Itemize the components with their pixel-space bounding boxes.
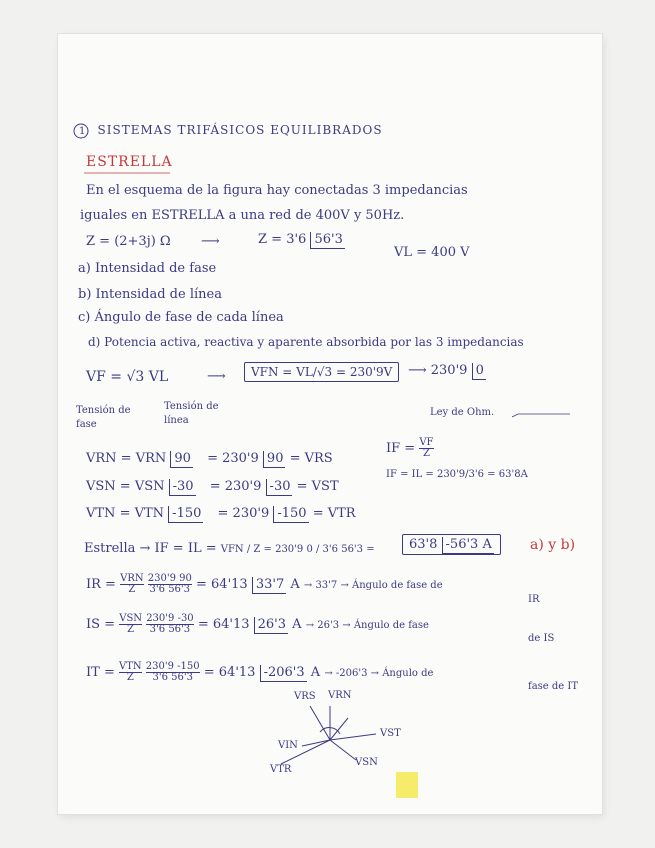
current-angle: 26'3 xyxy=(254,617,288,634)
ohm-result: IF = IL = 230'9/3'6 = 63'8A xyxy=(386,469,528,480)
phase-voltage-rhs: = VST xyxy=(296,479,339,494)
phase-voltage-angle: -150 xyxy=(273,506,308,523)
current-den: Z xyxy=(126,672,134,683)
question-d: d) Potencia activa, reactiva y aparente absorbida por las 3 impedancias xyxy=(88,335,524,349)
phasor-diagram xyxy=(281,706,376,764)
phase-voltage-mid: = 230'9 xyxy=(209,479,262,494)
label-ley-ohm: Ley de Ohm. xyxy=(430,407,495,418)
current-note: → -206'3 → Ángulo de xyxy=(324,668,434,679)
impedance-polar xyxy=(258,233,345,246)
phase-voltage-row xyxy=(86,480,339,493)
phase-voltage-lhs: VSN = VSN xyxy=(86,479,165,494)
vf-equation-lhs: VF = √3 VL xyxy=(86,369,169,385)
current-note-2: fase de IT xyxy=(528,681,579,692)
phase-voltage-rhs: = VRS xyxy=(289,451,333,466)
ohm-arrow-line xyxy=(512,414,570,417)
ohm-lhs: IF = xyxy=(386,441,416,456)
question-b: b) Intensidad de línea xyxy=(78,287,222,302)
current-num2: 230'9 90 xyxy=(147,573,192,584)
current-unit: A xyxy=(310,665,321,680)
current-num2: 230'9 -30 xyxy=(146,613,194,624)
current-row xyxy=(86,614,429,635)
impedance-rect: Z = (2+3j) Ω xyxy=(86,234,171,249)
estrella-lhs: Estrella → IF = IL = xyxy=(84,541,217,556)
current-note: → 26'3 → Ángulo de fase xyxy=(305,620,429,631)
ohm-law xyxy=(386,438,434,459)
current-note-2: IR xyxy=(528,594,540,605)
statement-line-1: En el esquema de la figura hay conectadas 3 impedancias xyxy=(86,183,468,198)
ohm-den: Z xyxy=(422,448,430,459)
phase-voltage-angle: -150 xyxy=(168,506,203,523)
label-tension-fase: Tensión de fase xyxy=(76,405,131,430)
phasor-current xyxy=(330,718,348,740)
current-row xyxy=(86,662,433,683)
line-voltage: VL = 400 V xyxy=(394,245,470,260)
label-tension-linea: Tensión de línea xyxy=(164,401,219,426)
estrella-equation xyxy=(84,542,375,555)
phasor-vrs xyxy=(310,706,330,740)
phasor-vtn xyxy=(302,740,330,746)
phase-voltage-mid: = 230'9 xyxy=(217,506,270,521)
current-den: Z xyxy=(127,624,135,635)
vf-result-angle: 0 xyxy=(472,363,486,380)
vf-boxed-result: VFN = VL/√3 = 230'9V xyxy=(244,362,399,382)
phasor-label: VIN xyxy=(278,740,298,751)
current-den2: 3'6 56'3 xyxy=(152,672,193,683)
phase-voltage-angle: -30 xyxy=(266,479,293,496)
current-lhs: IR = xyxy=(86,577,116,592)
current-unit: A xyxy=(290,577,300,592)
phase-voltage-lhs: VTN = VTN xyxy=(86,506,165,521)
current-num: VRN xyxy=(120,573,144,584)
estrella-tag: a) y b) xyxy=(530,537,576,553)
current-angle: 33'7 xyxy=(252,577,286,594)
phasor-label: VSN xyxy=(355,757,378,768)
notebook-page xyxy=(58,34,602,814)
phase-voltage-angle: -30 xyxy=(169,479,196,496)
question-c: c) Ángulo de fase de cada línea xyxy=(78,310,284,325)
vf-result-value: ⟶ 230'9 xyxy=(408,363,468,378)
current-den2: 3'6 56'3 xyxy=(149,584,191,595)
impedance-polar-angle: 56'3 xyxy=(310,232,344,249)
phase-voltage-rhs: = VTR xyxy=(312,506,356,521)
question-a: a) Intensidad de fase xyxy=(78,261,217,276)
page-heading xyxy=(79,123,383,137)
phase-voltage-mid: = 230'9 xyxy=(207,451,259,466)
phasor-label: VST xyxy=(380,728,401,739)
impedance-polar-lhs: Z = 3'6 xyxy=(258,232,307,247)
sticky-tape xyxy=(396,772,418,798)
estrella-fraction: VFN / Z = 230'9 0 / 3'6 56'3 = xyxy=(220,544,375,555)
phase-voltage-angle: 90 xyxy=(170,451,193,468)
current-note-2: de IS xyxy=(528,633,555,644)
current-den: Z xyxy=(128,584,136,595)
current-num2: 230'9 -150 xyxy=(145,661,200,672)
heading-title: SISTEMAS TRIFÁSICOS EQUILIBRADOS xyxy=(97,123,383,137)
phase-voltage-row xyxy=(86,507,356,520)
current-value: = 64'13 xyxy=(203,665,256,680)
current-row xyxy=(86,574,443,595)
vf-arrow: ⟶ xyxy=(207,369,226,384)
estrella-result-angle: -56'3 A xyxy=(442,537,494,554)
phase-voltage-row xyxy=(86,452,333,465)
current-num: VTN xyxy=(118,661,142,672)
current-lhs: IS = xyxy=(86,617,116,632)
current-unit: A xyxy=(292,617,302,632)
vf-result xyxy=(408,364,486,377)
phasor-label: VTR xyxy=(270,764,292,775)
phasor-label: VRN xyxy=(328,690,352,701)
ohm-num: VF xyxy=(419,437,434,448)
current-angle: -206'3 xyxy=(260,665,307,682)
current-value: = 64'13 xyxy=(197,617,250,632)
section-title: ESTRELLA xyxy=(86,154,173,170)
phasor-vsn xyxy=(330,740,356,760)
phase-voltage-angle: 90 xyxy=(263,451,286,468)
impedance-arrow: ⟶ xyxy=(201,234,220,249)
phase-voltage-lhs: VRN = VRN xyxy=(86,451,167,466)
phasor-label: VRS xyxy=(294,691,316,702)
current-den2: 3'6 56'3 xyxy=(149,624,191,635)
heading-number: 1 xyxy=(79,126,86,137)
statement-line-2: iguales en ESTRELLA a una red de 400V y 50Hz. xyxy=(80,208,405,223)
estrella-result: 63'8 xyxy=(409,537,438,552)
current-lhs: IT = xyxy=(86,665,115,680)
current-num: VSN xyxy=(119,613,143,624)
current-note: → 33'7 → Ángulo de fase de xyxy=(303,580,443,591)
phasor-vst xyxy=(330,734,376,740)
estrella-boxed-result xyxy=(402,534,501,555)
current-value: = 64'13 xyxy=(196,577,248,592)
